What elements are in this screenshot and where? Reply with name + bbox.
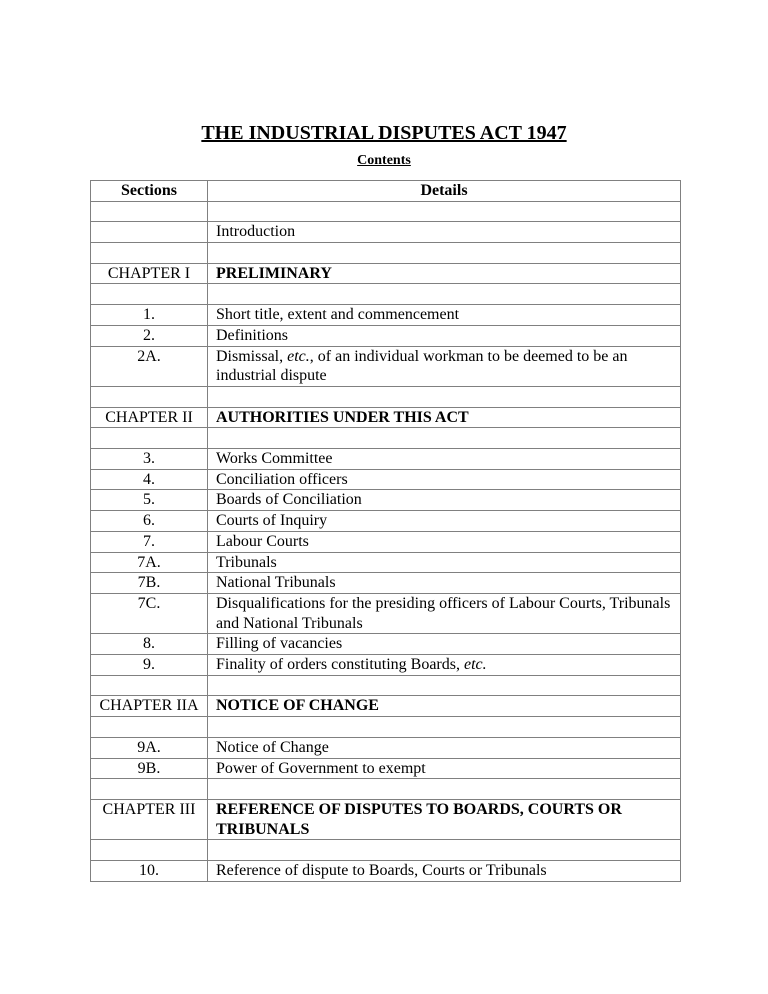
document-title: THE INDUSTRIAL DISPUTES ACT 1947 (201, 122, 567, 144)
blank-row (91, 840, 681, 861)
blank-row (91, 428, 681, 449)
table-row (91, 469, 681, 490)
table-row (91, 449, 681, 470)
section-number: 5. (91, 490, 208, 511)
section-detail: Notice of Change (208, 737, 681, 758)
section-detail (208, 243, 681, 264)
table-row (91, 861, 681, 882)
section-detail (208, 675, 681, 696)
section-number (91, 779, 208, 800)
section-detail: Works Committee (208, 449, 681, 470)
section-detail: National Tribunals (208, 573, 681, 594)
section-detail: AUTHORITIES UNDER THIS ACT (208, 407, 681, 428)
table-row (91, 490, 681, 511)
section-number: 9A. (91, 737, 208, 758)
chapter-row (91, 263, 681, 284)
section-detail (208, 386, 681, 407)
section-number (91, 386, 208, 407)
section-detail (208, 284, 681, 305)
section-number: 8. (91, 634, 208, 655)
chapter-row (91, 696, 681, 717)
blank-row (91, 284, 681, 305)
blank-row (91, 386, 681, 407)
section-detail: Dismissal, etc., of an individual workman to be deemed to be an industrial dispute (208, 346, 681, 386)
section-detail: Courts of Inquiry (208, 511, 681, 532)
section-detail: Boards of Conciliation (208, 490, 681, 511)
sections-header: Sections (91, 181, 208, 202)
blank-row (91, 201, 681, 222)
section-number: 3. (91, 449, 208, 470)
table-row (91, 758, 681, 779)
blank-row (91, 675, 681, 696)
section-detail (208, 201, 681, 222)
blank-row (91, 243, 681, 264)
blank-row (91, 717, 681, 738)
table-row (91, 222, 681, 243)
section-detail: Disqualifications for the presiding officers of Labour Courts, Tribunals and National Tribunals (208, 593, 681, 633)
blank-row (91, 779, 681, 800)
table-row (91, 737, 681, 758)
section-number: 7A. (91, 552, 208, 573)
table-row (91, 305, 681, 326)
table-row (91, 511, 681, 532)
section-detail (208, 428, 681, 449)
section-detail: Filling of vacancies (208, 634, 681, 655)
section-detail (208, 717, 681, 738)
section-number: 7. (91, 531, 208, 552)
section-number: 6. (91, 511, 208, 532)
table-header-row (91, 181, 681, 202)
section-number: 4. (91, 469, 208, 490)
section-detail (208, 779, 681, 800)
chapter-row (91, 799, 681, 839)
table-row (91, 346, 681, 386)
section-detail: Short title, extent and commencement (208, 305, 681, 326)
section-number (91, 222, 208, 243)
section-detail: Conciliation officers (208, 469, 681, 490)
section-detail (208, 840, 681, 861)
section-number (91, 428, 208, 449)
section-detail: Labour Courts (208, 531, 681, 552)
section-detail: Introduction (208, 222, 681, 243)
contents-table (90, 180, 681, 882)
section-number: CHAPTER III (91, 799, 208, 839)
table-row (91, 552, 681, 573)
section-number (91, 284, 208, 305)
table-row (91, 634, 681, 655)
section-number: 9B. (91, 758, 208, 779)
section-number: 7C. (91, 593, 208, 633)
section-number: 1. (91, 305, 208, 326)
table-row (91, 655, 681, 676)
section-number: 10. (91, 861, 208, 882)
section-number: 2A. (91, 346, 208, 386)
section-detail: Power of Government to exempt (208, 758, 681, 779)
table-row (91, 573, 681, 594)
section-number (91, 243, 208, 264)
details-header: Details (208, 181, 681, 202)
table-row (91, 593, 681, 633)
section-detail: PRELIMINARY (208, 263, 681, 284)
section-number: CHAPTER IIA (91, 696, 208, 717)
chapter-row (91, 407, 681, 428)
section-number (91, 717, 208, 738)
section-detail: Definitions (208, 325, 681, 346)
section-number (91, 675, 208, 696)
section-detail: Finality of orders constituting Boards, etc. (208, 655, 681, 676)
table-row (91, 325, 681, 346)
section-number: 2. (91, 325, 208, 346)
section-detail: REFERENCE OF DISPUTES TO BOARDS, COURTS OR TRIBUNALS (208, 799, 681, 839)
table-row (91, 531, 681, 552)
section-detail: Tribunals (208, 552, 681, 573)
section-number (91, 201, 208, 222)
section-detail: NOTICE OF CHANGE (208, 696, 681, 717)
section-detail: Reference of dispute to Boards, Courts or Tribunals (208, 861, 681, 882)
section-number: CHAPTER I (91, 263, 208, 284)
section-number: CHAPTER II (91, 407, 208, 428)
contents-heading: Contents (357, 153, 411, 168)
section-number (91, 840, 208, 861)
section-number: 7B. (91, 573, 208, 594)
section-number: 9. (91, 655, 208, 676)
